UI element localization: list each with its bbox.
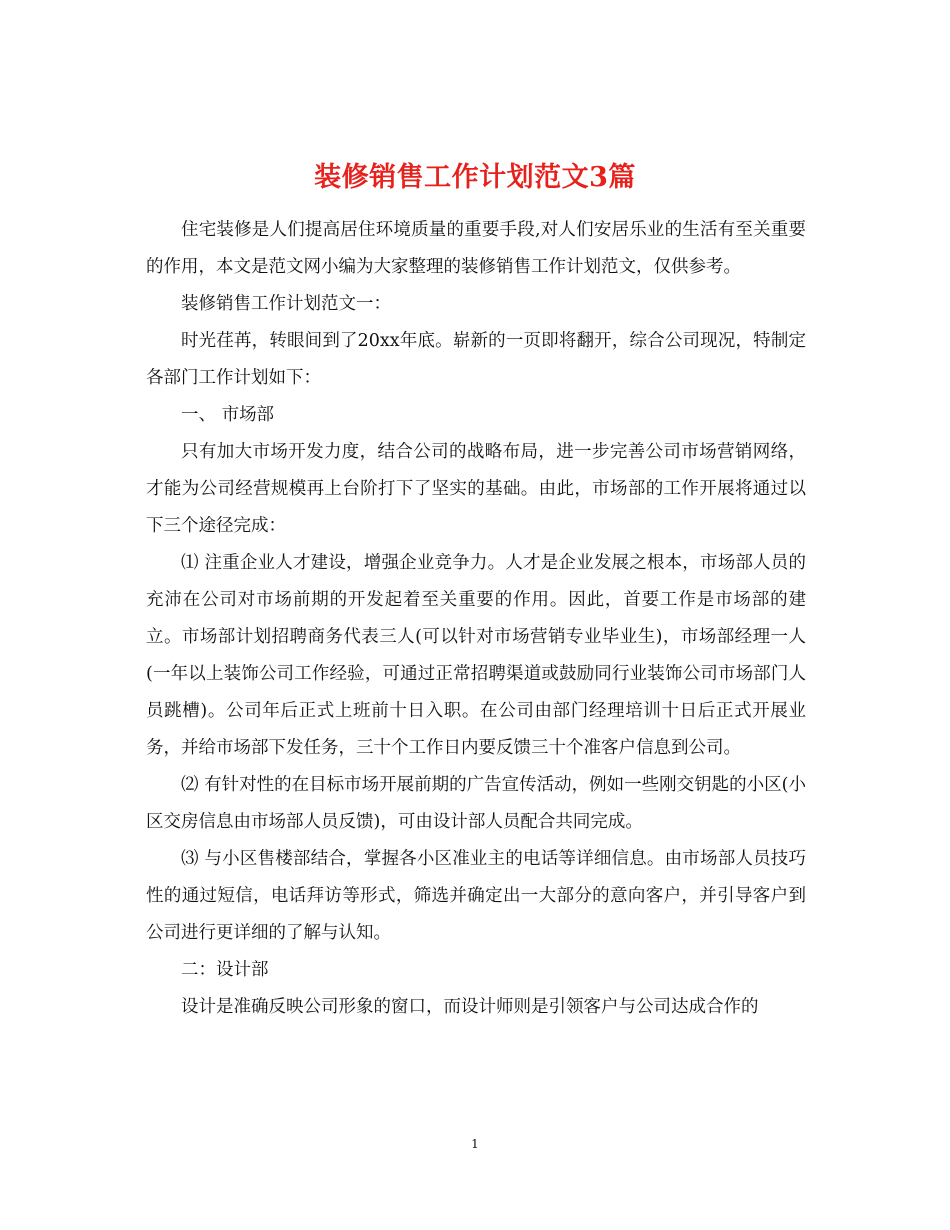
document-title: 装修销售工作计划范文3篇 [314,162,636,194]
page-number: 1 [471,1137,479,1151]
paragraph-market-point-3: ⑶ 与小区售楼部结合，掌握各小区准业主的电话等详细信息。由市场部人员技巧性的通过短信，电话拜访等形式，筛选并确定出一大部分的意向客户，并引导客户到公司进行更详细的了解与认知。 [146,849,806,943]
paragraph-market-overview: 只有加大市场开发力度，结合公司的战略布局，进一步完善公司市场营销网络，才能为公司经营规模再上台阶打下了坚实的基础。由此，市场部的工作开展将通过以下三个途径完成： [146,442,806,536]
paragraph-opening: 时光荏苒，转眼间到了20xx年底。崭新的一页即将翻开，综合公司现况，特制定各部门工作计划如下： [146,331,806,388]
paragraph-sample-heading: 装修销售工作计划范文一： [181,294,391,314]
paragraph-design: 设计是准确反映公司形象的窗口，而设计师则是引领客户与公司达成合作的 [181,997,759,1017]
section-heading-market: 一、 市场部 [181,405,275,425]
paragraph-market-point-2: ⑵ 有针对性的在目标市场开展前期的广告宣传活动，例如一些刚交钥匙的小区(小区交房信息由市场部人员反馈)，可由设计部人员配合共同完成。 [146,775,806,832]
document-body [146,212,806,1026]
paragraph-intro: 住宅装修是人们提高居住环境质量的重要手段,对人们安居乐业的生活有至关重要的作用，本文是范文网小编为大家整理的装修销售工作计划范文，仅供参考。 [146,220,806,277]
section-heading-design: 二：设计部 [181,960,269,980]
paragraph-market-point-1: ⑴ 注重企业人才建设，增强企业竞争力。人才是企业发展之根本，市场部人员的充沛在公司对市场前期的开发起着至关重要的作用。因此，首要工作是市场部的建立。市场部计划招聘商务代表三人(可以针对市场营销专业毕业生)，市场部经理一人(一年以上装饰公司工作经验，可通过正常招聘渠道或鼓励同行业装饰公司市场部门人员跳槽)。公司年后正式上班前十日入职。在公司由部门经理培训十日后正式开展业务，并给市场部下发任务，三十个工作日内要反馈三十个准客户信息到公司。 [146,553,806,758]
